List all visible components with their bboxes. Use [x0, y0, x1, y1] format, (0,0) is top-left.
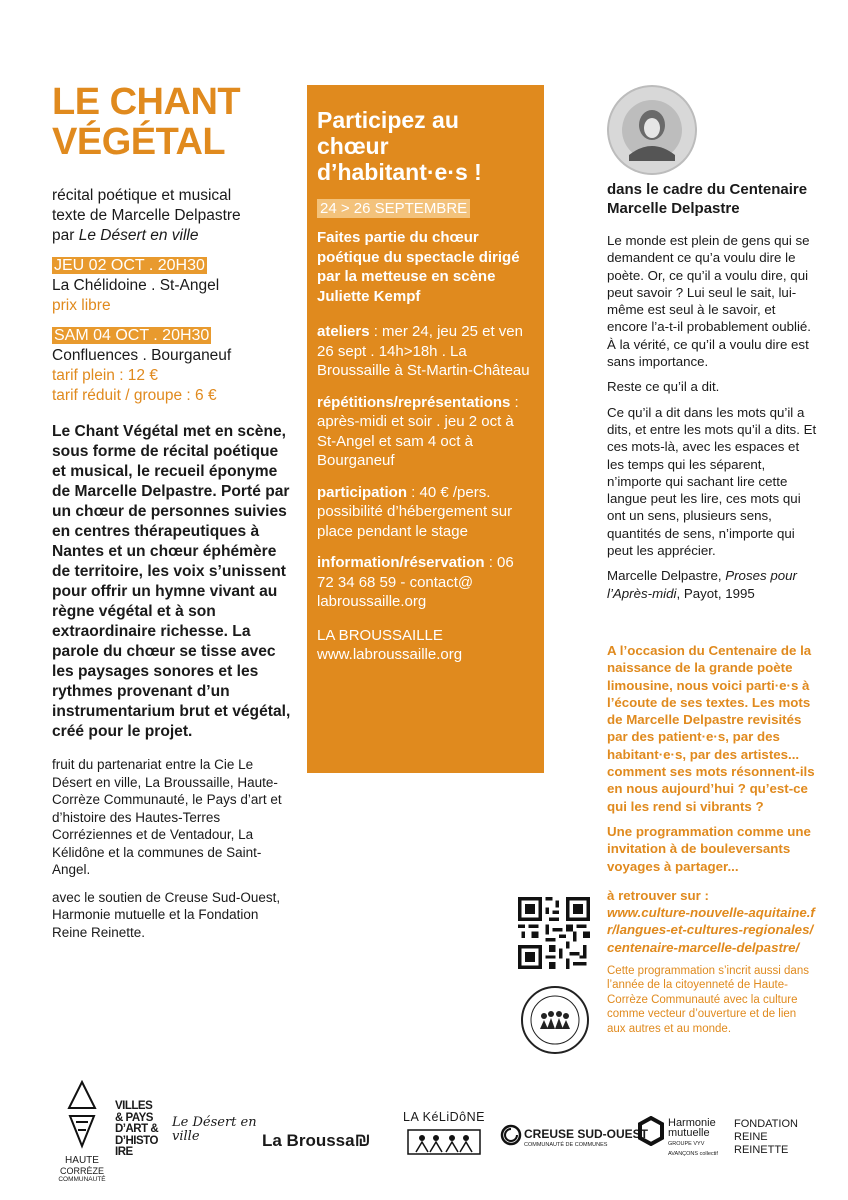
quote-paragraph-3: Ce qu’il a dit dans les mots qu’il a dits, et entre les mots qu’il a dits. Et ces mots-là, avec les espaces et les temps qui les séparent, n’importe qui sachant lire cette langue peut les lire, ces mots qui ont un sens, plusieurs sens, quantités de sens, n’importe qui peut les apprécier. [607, 404, 817, 559]
intro-line-2: texte de Marcelle Delpastre [52, 207, 241, 224]
org-website[interactable]: www.labroussaille.org [317, 646, 463, 663]
choir-box [307, 85, 544, 773]
ateliers-label: ateliers [317, 323, 370, 340]
source-rest: , Payot, 1995 [676, 585, 755, 601]
company-name: Le Désert en ville [78, 227, 199, 244]
partners: fruit du partenariat entre la Cie Le Désert en ville, La Broussaille, Haute-Corrèze Communauté, le Pays d’art et d’histoire des Hautes-Terres Corréziennes et de Ventadour, La Kélidône et la communes de Saint-Angel. [52, 757, 282, 877]
haute-correze-icon [67, 1080, 97, 1150]
kelidone-logo [398, 1110, 490, 1163]
harmonie-slogan: AVANÇONS collectif [668, 1151, 718, 1157]
programme-text: Une programmation comme une invitation à de bouleversants voyages à partager... [607, 823, 811, 874]
choir-title: Participez au chœur d’habitant·e·s ! [317, 107, 482, 185]
intro-by: par [52, 227, 79, 244]
participation [317, 483, 532, 542]
haute-correze-line1: HAUTE [65, 1155, 99, 1166]
intro-line-1: récital poétique et musical [52, 187, 232, 204]
fondation-line1: FONDATION [734, 1118, 798, 1130]
program-url[interactable]: www.culture-nouvelle-aquitaine.fr/langues-et-cultures-regionales/centenaire-marcelle-delpastre/ [607, 905, 815, 955]
broussaille-text: La Broussa [262, 1131, 355, 1150]
repetitions-label: répétitions/représentations [317, 393, 511, 411]
show1-place: La Chélidoine . St-Angel [52, 277, 220, 294]
show1-date: JEU 02 OCT . 20H30 [54, 257, 205, 274]
centenary-text: A l’occasion du Centenaire de la naissance de la grande poète limousine, nous voici parti·e·s à l’écoute de ses textes. Les mots de Marcelle Delpastre revisités par des patient·e·s, par des habitant·e·s, par des artistes... comment ses mots résonnent-ils en nous aujourd’hui ? qu’est-ce qui les rend si vibrants ? [607, 642, 815, 814]
information-label: information/réservation [317, 554, 485, 571]
information [317, 553, 532, 612]
harmonie-group: GROUPE VYV [668, 1141, 705, 1147]
villes-pays-logo [115, 1101, 165, 1159]
intro-line-3 [52, 226, 292, 246]
citizenship-text: Cette programmation s’incrit aussi dans l’année de la citoyenneté de Haute-Corrèze Communauté avec la culture comme vecteur d’ouverture et de lien aux autres et au monde. [607, 964, 809, 1035]
haute-correze-line3: COMMUNAUTÉ [58, 1176, 106, 1183]
ateliers-text: : mer 24, jeu 25 et ven 26 sept . 14h>18h . La Broussaille à St-Martin-Château [317, 323, 530, 379]
title-line-2: VÉGÉTAL [52, 121, 226, 163]
show2-price-reduced: tarif réduit / groupe : 6 € [52, 387, 217, 404]
citizen-action-badge-icon [520, 985, 590, 1055]
information-text: : 06 72 34 68 59 - contact@ labroussaille.org [317, 554, 514, 610]
description: Le Chant Végétal met en scène, sous forme de récital poétique et musical, le recueil éponyme de Marcelle Delpastre. Porté par un chœur de personnes suivies en centres thérapeutiques à Nantes et un chœur éphémère de territoire, les voix s’unissent pour offrir un hymne vivant au règne végétal et à son extraordinaire richesse. La parole du chœur se tisse avec les paysages sonores et les rythmes provenant d’un instrumentarium brut et végétal, créé pour le projet. [52, 423, 291, 740]
fondation-line3: REINETTE [734, 1144, 789, 1156]
villes-pays-line1: VILLES [115, 1100, 153, 1112]
fondation-line2: REINE [734, 1131, 768, 1143]
page-title [52, 82, 302, 162]
source-author: Marcelle Delpastre, [607, 568, 726, 584]
desert-en-ville-logo: Le Désert en ville [172, 1115, 257, 1144]
kelidone-icon [404, 1124, 484, 1158]
show2-date: SAM 04 OCT . 20H30 [54, 327, 210, 344]
support: avec le soutien de Creuse Sud-Ouest, Harmonie mutuelle et la Fondation Reine Reinette. [52, 889, 281, 940]
villes-pays-line5: IRE [115, 1146, 133, 1158]
repetitions [317, 393, 532, 471]
retrouver-label: à retrouver sur : [607, 887, 709, 903]
centenary-heading: dans le cadre du Centenaire Marcelle Delpastre [607, 181, 808, 217]
broussaille-logo [262, 1130, 371, 1151]
harmonie-hexagon-icon [638, 1116, 664, 1146]
show2-price-full: tarif plein : 12 € [52, 367, 158, 384]
ateliers [317, 322, 532, 381]
creuse-subtitle: COMMUNAUTÉ DE COMMUNES [524, 1142, 608, 1148]
quote-paragraph-2: Reste ce qu’il a dit. [607, 379, 720, 395]
villes-pays-line4: D’HISTO [115, 1134, 158, 1147]
villes-pays-line3: D’ART & [115, 1123, 159, 1135]
source-title: Proses pour l’Après-midi [607, 568, 797, 601]
villes-pays-line2: & PAYS [115, 1111, 153, 1124]
show1-date-line [52, 256, 292, 276]
haute-correze-line2: CORRÈZE [59, 1166, 104, 1176]
portrait-icon [607, 85, 697, 175]
title-line-1: LE CHANT [52, 81, 241, 123]
right-column [607, 180, 817, 1044]
creuse-text: CREUSE SUD-OUEST [524, 1127, 649, 1141]
qr-code-icon[interactable] [518, 897, 590, 969]
haute-correze-logo [52, 1080, 112, 1184]
show2-place: Confluences . Bourganeuf [52, 347, 232, 364]
kelidone-text: LA KéLiDôNE [403, 1110, 485, 1124]
choir-intro: Faites partie du chœur poétique du spectacle dirigé par la metteuse en scène Juliette Kempf [317, 229, 520, 305]
participation-label: participation [317, 483, 408, 501]
creuse-icon [500, 1124, 522, 1146]
quote-paragraph-1: Le monde est plein de gens qui se demandent ce qu’a voulu dire le poète. Or, ce qu’il a voulu dire, qui peut savoir ? Lui seul le sait, lui-même est seul à le savoir, et encore l’a-t-il probablement oublié. À la vérité, ce qu’il a voulu dire est sans importance. [607, 233, 811, 370]
show1-price: prix libre [52, 297, 111, 314]
choir-dates: 24 > 26 SEPTEMBRE [317, 199, 470, 218]
left-column [52, 186, 292, 941]
participation-text: : 40 € /pers. possibilité d’hébergement sur place pendant le stage [317, 483, 513, 540]
broussaille-mark-icon: ₪ [354, 1130, 371, 1150]
centenary-portrait-badge [607, 85, 697, 175]
show2-date-line [52, 326, 292, 346]
repetitions-text: : après-midi et soir . jeu 2 oct à St-Angel et sam 4 oct à Bourganeuf [317, 393, 519, 469]
harmonie-line1: Harmonie [668, 1117, 716, 1129]
fondation-reine-reinette-logo [734, 1118, 798, 1157]
quote-source [607, 567, 817, 602]
org-name: LA BROUSSAILLE [317, 626, 443, 644]
harmonie-line2: mutuelle [668, 1127, 710, 1139]
